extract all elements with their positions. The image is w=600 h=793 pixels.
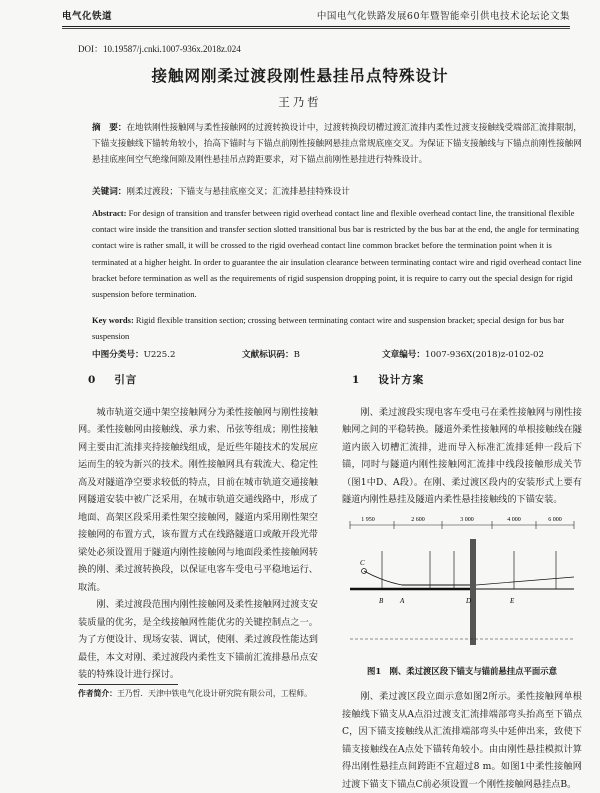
header-rule-thin [62, 28, 570, 29]
keywords-cn-label: 关键词： [92, 187, 127, 197]
label-a: A [400, 596, 405, 605]
section-1-paragraph-1: 刚、柔过渡段实现电客车受电弓在柔性接触网与刚性接触网之间的平稳转换。隧道外柔性接触网的单根接触线在隧道内嵌入切槽汇流排，进而导入标准汇流排延伸一段后下锚，同时与隧道内刚性接触网汇流排中线段接触形成关节（图1中D、A段）。在刚、柔过渡区段内的安装形式上要有隧道内刚性悬挂及隧道内柔性悬挂接触线的下锚安装。 [342, 406, 582, 505]
abstract-cn-label: 摘 要： [92, 123, 127, 133]
running-header [62, 8, 570, 24]
journal-name: 电气化铁道 [62, 11, 113, 22]
figure-1 [342, 511, 582, 659]
section-1-title: 设计方案 [378, 374, 425, 386]
abstract-en [92, 205, 582, 302]
abstract-en-text: For design of transition and transfer between rigid overhead contact line and flexible overhead contact line, the transitional flexible contact wire inside the transition and transfer section slotted transitional bus bar is restricted by the bus bar at the end, the angle for terminating contact wire is rather small, it will be crossed to the rigid overhead contact line common bracket before the termination point when it is terminated at a higher height. In order to guarantee the air insulation clearance between terminating contact wire and rigid overhead contact line bracket before termination as well as the requirements of rigid suspension dropping point, it is require to carry out the special design for rigid suspension before termination. [92, 208, 582, 300]
right-column [342, 372, 582, 793]
left-column [78, 372, 318, 684]
keywords-cn [92, 184, 582, 200]
keywords-en-label: Key words: [92, 315, 134, 325]
figure-1-diagram [342, 511, 582, 659]
label-d: D [466, 596, 472, 605]
section-0-title: 引言 [114, 374, 138, 386]
clc-label: 中图分类号： [92, 350, 144, 360]
section-1-paragraph-2: 刚、柔过渡区段立面示意如图2所示。柔性接触网单根接触线下锚支从A点沿过渡支汇流排端部弯头抬高至下锚点C，因下锚支接触线从汇流排端部弯头中延伸出来，致使下锚支接触线在A点处下锚转角较小。由由刚性悬挂模拟计算得出刚性悬挂点间跨距不宜超过8 m。如图1中柔性接触网过渡下锚支下锚点C前必须设置一个刚性接触网悬挂点B。 [342, 691, 582, 790]
dimension-label: 3 000 [460, 516, 474, 523]
abstract-en-label: Abstract: [92, 208, 127, 218]
author-footnote [78, 687, 318, 700]
label-b: B [379, 596, 384, 605]
author-name: 王乃哲 [278, 95, 322, 109]
keywords-en-text: Rigid flexible transition section; crossing between terminating contact wire and suspension bracket; special design for bus bar suspension [92, 315, 565, 341]
dimension-label: 4 000 [507, 516, 521, 523]
header-rule [62, 26, 570, 27]
doc-label: 文献标识码： [242, 350, 294, 360]
dimension-label: 2 600 [411, 516, 425, 523]
footnote-text: 王乃哲．天津中铁电气化设计研究院有限公司，工程师。 [116, 689, 312, 698]
footnote-label: 作者简介： [78, 689, 117, 698]
section-0-paragraph-2: 刚、柔过渡段范围内刚性接触网及柔性接触网过渡支安装质量的优劣，是全线接触网性能优劣的关键控制点之一。为了方便设计、现场安装、调试，使刚、柔过渡段性能达到最佳，本文对刚、柔过渡段内柔性支下锚前汇流排悬吊点安装的特殊设计进行探讨。 [78, 599, 318, 680]
clc-number [92, 348, 175, 360]
classification-row [92, 348, 582, 362]
section-1-number: 1 [352, 374, 361, 386]
section-0-heading [88, 372, 318, 390]
abstract-cn-text: 在地铁刚性接触网与柔性接触网的过渡转换设计中，过渡转换段切槽过渡汇流排内柔性过渡支接触线受端部汇流排限制，下锚支接触线下锚转角较小，抬高下锚时与下锚点前刚性接触网悬挂点常规底座交叉。为保证下锚支接触线与下锚点前刚性接触网悬挂底座间空气绝缘间隙及刚性悬挂吊点跨距要求，对下锚点前刚性悬挂进行特殊设计。 [92, 123, 582, 165]
footnote-rule [78, 684, 178, 685]
doc-value: B [293, 350, 300, 360]
doc-code [242, 348, 300, 360]
terminating-wire [364, 571, 402, 585]
keywords-en [92, 312, 582, 344]
clc-value: U225.2 [143, 350, 176, 360]
article-title: 接触网刚柔过渡段刚性悬挂吊点特殊设计 [151, 66, 449, 85]
label-e: E [510, 596, 515, 605]
keywords-cn-text: 刚柔过渡段；下锚支与悬挂底座交叉；汇流排悬挂特殊设计 [126, 187, 350, 197]
doi: DOI：10.19587/j.cnki.1007-936x.2018z.024 [78, 44, 241, 54]
tunnel-wall [470, 539, 476, 645]
article-label: 文章编号： [382, 350, 425, 360]
section-1-heading [352, 372, 582, 390]
collection-name: 中国电气化铁路发展60年暨智能牵引供电技术论坛论文集 [316, 11, 570, 22]
dimension-label: 6 000 [548, 516, 562, 523]
section-0-number: 0 [88, 374, 97, 386]
flexible-catenary [476, 577, 574, 585]
label-c: C [360, 558, 365, 567]
section-0-paragraph-1: 城市轨道交通中架空接触网分为柔性接触网与刚性接触网。柔性接触网由接触线、承力索、吊弦等组成；刚性接触网主要由汇流排夹持接触线组成，是近些年随技术的发展应运而生的较为新兴的技术。刚性接触网具有载流大、稳定性高及对隧道净空要求较低的特点，目前在城市轨道交通接触网隧道安装中被广泛采用，在城市轨道交通线路中，形成了地面、高架区段采用柔性架空接触网，隧道内采用刚性架空接触网的布置方式，该布置方式在线路隧道口或敞开段光带梁处必须设置用于隧道内刚性接触网与地面段柔性接触网转换的刚、柔过渡转换段，以保证电客车受电弓平稳地运行、取流。 [78, 406, 318, 593]
figure-1-caption: 图1 刚、柔过渡区段下锚支与锚前悬挂点平面示意 [366, 665, 558, 676]
abstract-cn [92, 120, 582, 168]
article-number [382, 348, 544, 360]
article-value: 1007-936X(2018)z-0102-02 [424, 350, 544, 360]
dimension-label: 1 950 [361, 516, 375, 523]
